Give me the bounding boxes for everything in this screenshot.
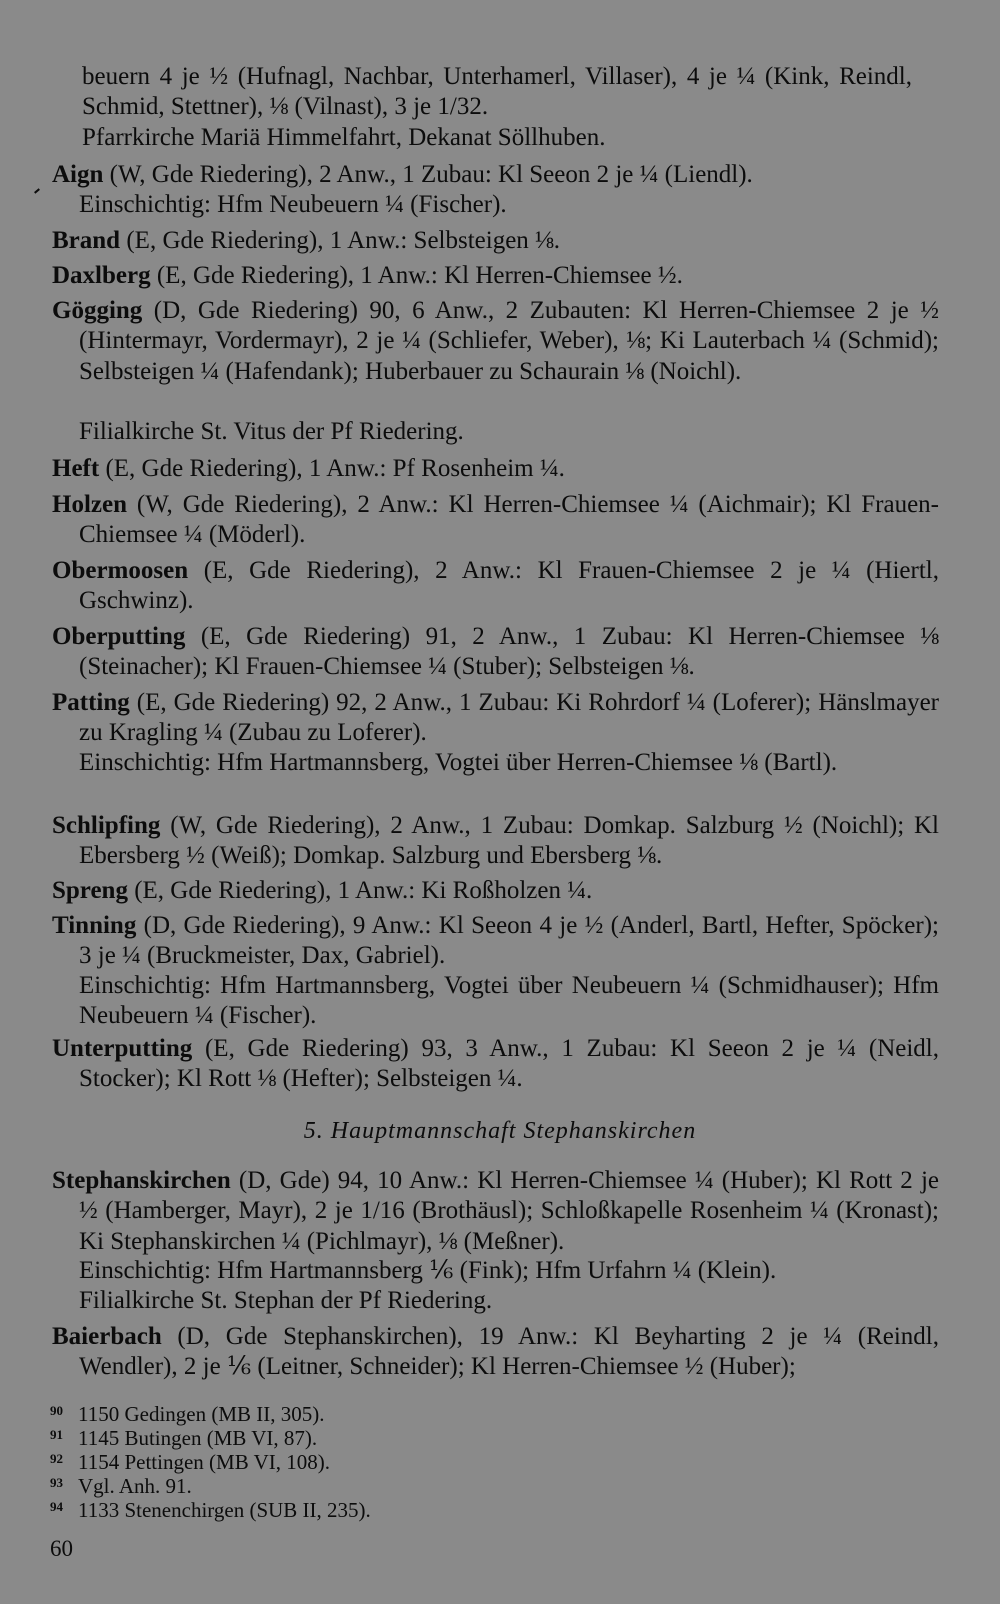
footnote bbox=[50, 1447, 330, 1474]
entry-text: (E, Gde Riedering), 1 Anw.: Selbsteigen ⅛. bbox=[120, 227, 561, 254]
entry-obermoosen bbox=[52, 556, 939, 617]
footnote bbox=[50, 1423, 317, 1450]
footnote-marker: 90 bbox=[50, 1403, 63, 1418]
place-name: Heft bbox=[52, 455, 100, 482]
margin-mark bbox=[34, 188, 40, 193]
entry-text: (W, Gde Riedering), 2 Anw., 1 Zubau: Domkap. Salzburg ½ (Noichl); Kl Ebersberg ½ (Weiß); Domkap. Salzburg und Ebersberg ⅛. bbox=[79, 812, 939, 870]
place-name: Brand bbox=[52, 227, 121, 254]
place-name: Tinning bbox=[52, 912, 137, 939]
entry-text: (D, Gde Riedering), 9 Anw.: Kl Seeon 4 je ½ (Anderl, Bartl, Hefter, Spöcker); 3 je ¼ (Bruckmeister, Dax, Gabriel). bbox=[79, 912, 939, 970]
entry-text: (D, Gde Riedering) 90, 6 Anw., 2 Zubauten: Kl Herren-Chiemsee 2 je ½ (Hintermayr, Vordermayr), 2 je ¼ (Schliefer, Weber), ⅛; Ki Lauterbach ¼ (Schmid); Selbsteigen ¼ (Hafendank); Huberbauer zu Schaurain ⅛ (Noichl). bbox=[79, 297, 939, 385]
continuation-text: beuern 4 je ½ (Hufnagl, Nachbar, Unterhamerl, Villaser), 4 je ¼ (Kink, Reindl, Schmid, Stettner), ⅛ (Vilnast), 3 je 1/32. bbox=[82, 63, 912, 121]
entry-text: (D, Gde) 94, 10 Anw.: Kl Herren-Chiemsee ¼ (Huber); Kl Rott 2 je ½ (Hamberger, Mayr), 2 je 1/16 (Brothäusl); Schloßkapelle Rosenheim ¼ (Kronast); Ki Stephanskirchen ¼ (Pichlmayr), ⅛ (Meßner). bbox=[79, 1167, 939, 1255]
footnote-text: 1145 Butingen (MB VI, 87). bbox=[78, 1426, 318, 1450]
entry-text: (E, Gde Riedering) 93, 3 Anw., 1 Zubau: Kl Seeon 2 je ¼ (Neidl, Stocker); Kl Rott ⅛ (Hefter); Selbsteigen ¼. bbox=[79, 1035, 939, 1093]
entry-spreng bbox=[52, 876, 939, 906]
footnote-marker: 91 bbox=[50, 1427, 63, 1442]
continuation-note: Pfarrkirche Mariä Himmelfahrt, Dekanat Söllhuben. bbox=[82, 124, 606, 151]
place-name: Obermoosen bbox=[52, 557, 189, 584]
entry-patting-note: Einschichtig: Hfm Hartmannsberg, Vogtei über Herren-Chiemsee ⅛ (Bartl). bbox=[79, 749, 838, 776]
footnote-text: 1133 Stenenchirgen (SUB II, 235). bbox=[78, 1498, 371, 1522]
place-name: Spreng bbox=[52, 877, 128, 904]
footnote-marker: 94 bbox=[50, 1499, 63, 1514]
place-name: Stephanskirchen bbox=[52, 1167, 231, 1194]
footnote bbox=[50, 1471, 192, 1498]
entry-tinning bbox=[52, 911, 939, 972]
entry-text: (E, Gde Riedering), 1 Anw.: Kl Herren-Chiemsee ½. bbox=[150, 262, 683, 289]
footnote bbox=[50, 1495, 371, 1522]
entry-aign-note: Einschichtig: Hfm Neubeuern ¼ (Fischer). bbox=[79, 191, 507, 218]
place-name: Daxlberg bbox=[52, 262, 151, 289]
entry-text: (E, Gde Riedering), 1 Anw.: Ki Roßholzen ¼. bbox=[127, 877, 593, 904]
place-name: Unterputting bbox=[52, 1035, 193, 1062]
entry-text: (E, Gde Riedering), 1 Anw.: Pf Rosenheim ¼. bbox=[99, 455, 565, 482]
place-name: Holzen bbox=[52, 491, 127, 518]
entry-brand bbox=[52, 226, 939, 256]
place-name: Patting bbox=[52, 689, 130, 716]
footnote-text: 1154 Pettingen (MB VI, 108). bbox=[78, 1450, 330, 1474]
entry-oberputting bbox=[52, 622, 939, 683]
place-name: Schlipfing bbox=[52, 812, 161, 839]
entry-baierbach bbox=[52, 1322, 939, 1383]
entry-tinning-note: Einschichtig: Hfm Hartmannsberg, Vogtei über Neubeuern ¼ (Schmidhauser); Hfm Neubeuern ¼ (Fischer). bbox=[79, 972, 939, 1030]
entry-holzen bbox=[52, 490, 939, 551]
entry-text: (E, Gde Riedering), 2 Anw.: Kl Frauen-Chiemsee 2 je ¼ (Hiertl, Gschwinz). bbox=[79, 557, 939, 615]
page-number: 60 bbox=[50, 1536, 73, 1561]
entry-text: (D, Gde Stephanskirchen), 19 Anw.: Kl Beyharting 2 je ¼ (Reindl, Wendler), 2 je ⅙ (Leitner, Schneider); Kl Herren-Chiemsee ½ (Huber); bbox=[79, 1323, 939, 1381]
place-name: Gögging bbox=[52, 297, 143, 324]
place-name: Baierbach bbox=[52, 1323, 162, 1350]
footnote bbox=[50, 1399, 325, 1426]
entry-stephanskirchen bbox=[52, 1166, 939, 1257]
footnote-marker: 93 bbox=[50, 1475, 63, 1490]
footnote-text: 1150 Gedingen (MB II, 305). bbox=[78, 1402, 325, 1426]
entry-goegging-note: Filialkirche St. Vitus der Pf Riedering. bbox=[79, 418, 464, 445]
entry-text: (W, Gde Riedering), 2 Anw., 1 Zubau: Kl Seeon 2 je ¼ (Liendl). bbox=[103, 161, 753, 188]
entry-text: (W, Gde Riedering), 2 Anw.: Kl Herren-Chiemsee ¼ (Aichmair); Kl Frauen-Chiemsee ¼ (Möderl). bbox=[79, 491, 939, 549]
entry-text: (E, Gde Riedering) 91, 2 Anw., 1 Zubau: Kl Herren-Chiemsee ⅛ (Steinacher); Kl Frauen-Chiemsee ¼ (Stuber); Selbsteigen ⅛. bbox=[79, 623, 939, 681]
entry-heft bbox=[52, 454, 939, 484]
section-heading: 5. Hauptmannschaft Stephanskirchen bbox=[303, 1118, 697, 1144]
entry-goegging bbox=[52, 296, 939, 387]
place-name: Oberputting bbox=[52, 623, 186, 650]
entry-schlipfing bbox=[52, 811, 939, 872]
entry-daxlberg bbox=[52, 261, 939, 291]
entry-stephanskirchen-note-1: Einschichtig: Hfm Hartmannsberg ⅙ (Fink); Hfm Urfahrn ¼ (Klein). bbox=[79, 1257, 777, 1284]
footnote-text: Vgl. Anh. 91. bbox=[78, 1474, 192, 1498]
entry-stephanskirchen-note-2: Filialkirche St. Stephan der Pf Riedering. bbox=[79, 1287, 493, 1314]
entry-text: (E, Gde Riedering) 92, 2 Anw., 1 Zubau: Ki Rohrdorf ¼ (Loferer); Hänslmayer zu Kragling ¼ (Zubau zu Loferer). bbox=[79, 689, 939, 747]
entry-patting bbox=[52, 688, 939, 749]
footnote-marker: 92 bbox=[50, 1451, 63, 1466]
entry-aign bbox=[52, 160, 939, 190]
entry-unterputting bbox=[52, 1034, 939, 1095]
place-name: Aign bbox=[52, 161, 104, 188]
